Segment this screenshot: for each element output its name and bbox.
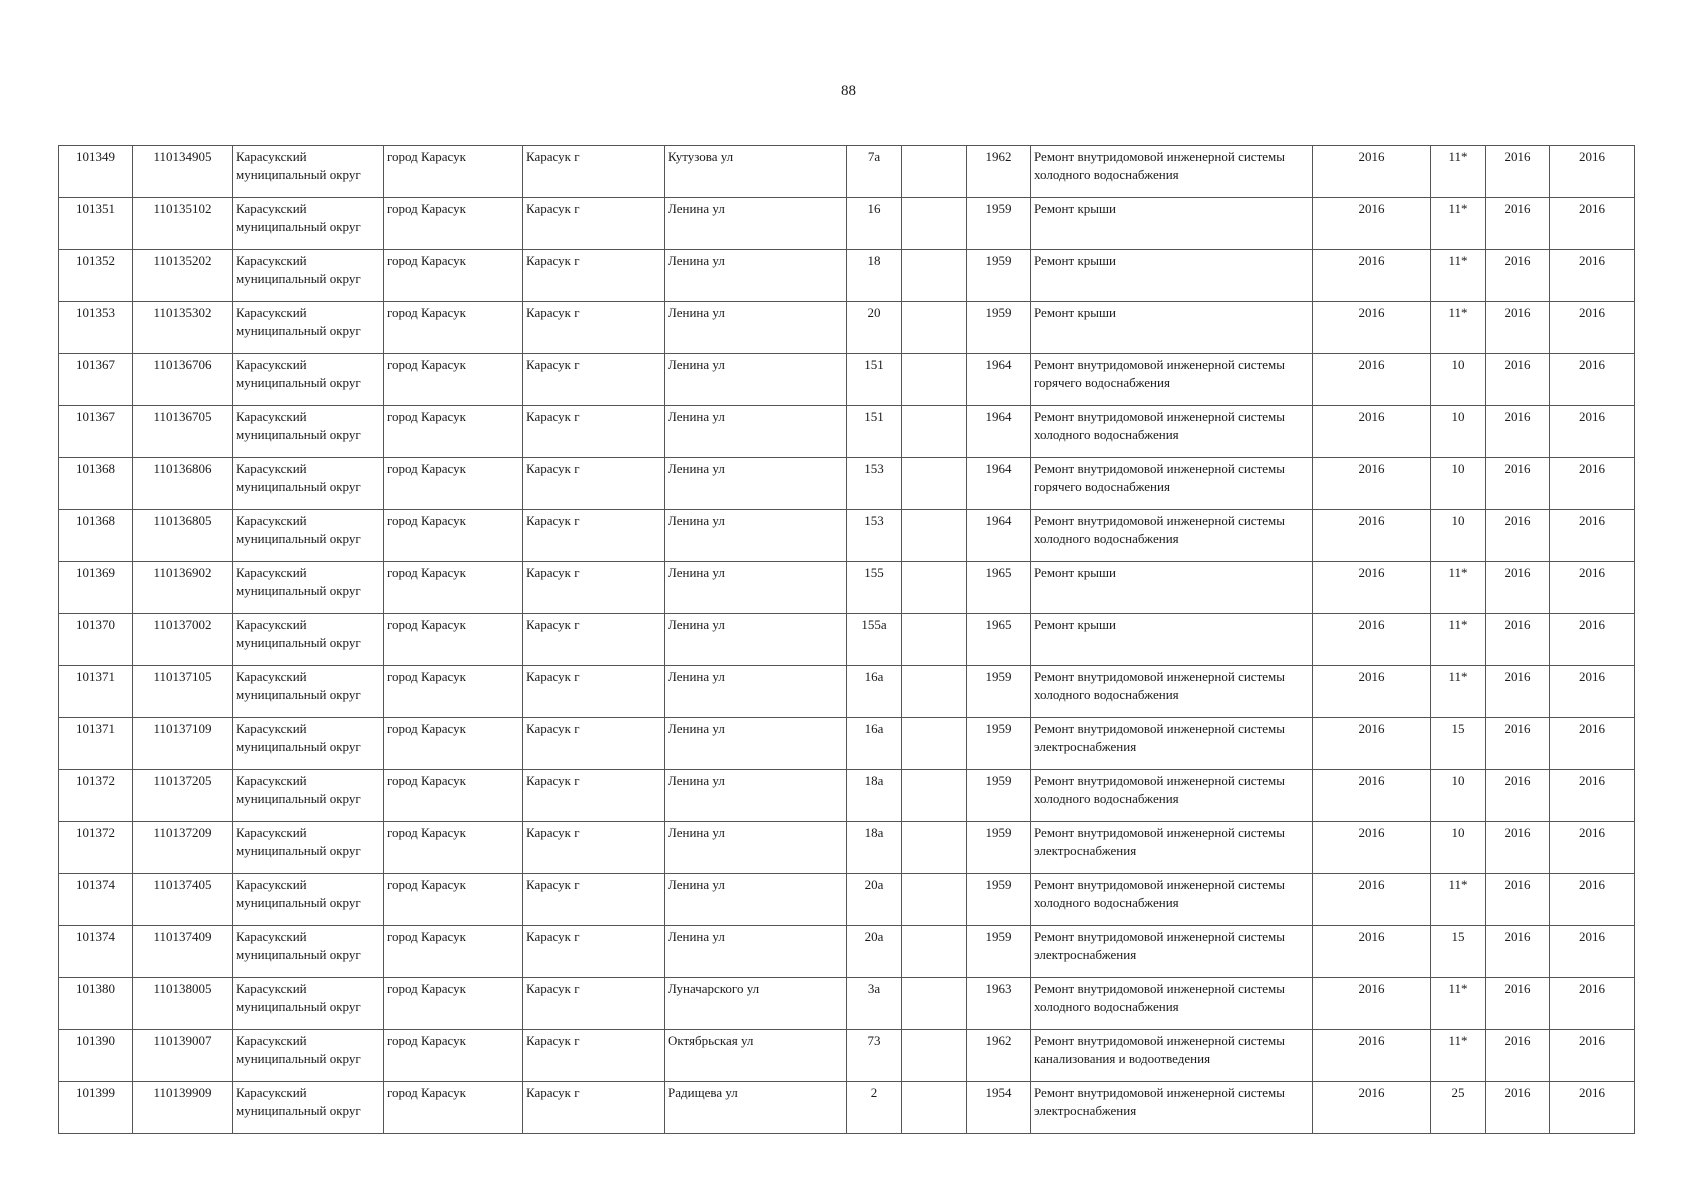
locality-cell: Карасук г (523, 1030, 665, 1082)
locality-cell: Карасук г (523, 822, 665, 874)
house-number-cell: 16 (847, 198, 902, 250)
locality-cell: Карасук г (523, 614, 665, 666)
table-row (59, 718, 1635, 770)
settlement-cell: город Карасук (384, 510, 523, 562)
record-id-cell: 101399 (59, 1082, 133, 1134)
end-year-cell: 2016 (1550, 770, 1635, 822)
municipality-cell: Карасукский муниципальный округ (233, 978, 384, 1030)
building-cell (902, 562, 967, 614)
street-cell: Ленина ул (665, 718, 847, 770)
end-year-cell: 2016 (1550, 874, 1635, 926)
start-year-cell: 2016 (1486, 822, 1550, 874)
address-code-cell: 110137002 (133, 614, 233, 666)
end-year-cell: 2016 (1550, 562, 1635, 614)
start-year-cell: 2016 (1486, 406, 1550, 458)
table-row (59, 614, 1635, 666)
table-row (59, 926, 1635, 978)
building-cell (902, 1082, 967, 1134)
plan-year-cell: 2016 (1313, 926, 1431, 978)
end-year-cell: 2016 (1550, 1030, 1635, 1082)
start-year-cell: 2016 (1486, 926, 1550, 978)
municipality-cell: Карасукский муниципальный округ (233, 822, 384, 874)
work-type-cell: Ремонт внутридомовой инженерной системы горячего водоснабжения (1031, 354, 1313, 406)
address-code-cell: 110137409 (133, 926, 233, 978)
locality-cell: Карасук г (523, 926, 665, 978)
build-year-cell: 1965 (967, 614, 1031, 666)
start-year-cell: 2016 (1486, 614, 1550, 666)
work-type-cell: Ремонт крыши (1031, 614, 1313, 666)
house-number-cell: 20а (847, 926, 902, 978)
end-year-cell: 2016 (1550, 718, 1635, 770)
build-year-cell: 1959 (967, 302, 1031, 354)
build-year-cell: 1959 (967, 822, 1031, 874)
work-code-cell: 11* (1431, 146, 1486, 198)
plan-year-cell: 2016 (1313, 510, 1431, 562)
work-code-cell: 11* (1431, 302, 1486, 354)
build-year-cell: 1964 (967, 354, 1031, 406)
work-code-cell: 10 (1431, 510, 1486, 562)
record-id-cell: 101372 (59, 822, 133, 874)
table-row (59, 1082, 1635, 1134)
street-cell: Ленина ул (665, 822, 847, 874)
plan-year-cell: 2016 (1313, 146, 1431, 198)
address-code-cell: 110135302 (133, 302, 233, 354)
plan-year-cell: 2016 (1313, 718, 1431, 770)
house-number-cell: 7а (847, 146, 902, 198)
repair-register-table (58, 145, 1635, 1134)
address-code-cell: 110134905 (133, 146, 233, 198)
street-cell: Ленина ул (665, 250, 847, 302)
end-year-cell: 2016 (1550, 978, 1635, 1030)
municipality-cell: Карасукский муниципальный округ (233, 458, 384, 510)
locality-cell: Карасук г (523, 406, 665, 458)
plan-year-cell: 2016 (1313, 1082, 1431, 1134)
settlement-cell: город Карасук (384, 458, 523, 510)
work-code-cell: 11* (1431, 874, 1486, 926)
end-year-cell: 2016 (1550, 666, 1635, 718)
start-year-cell: 2016 (1486, 874, 1550, 926)
settlement-cell: город Карасук (384, 718, 523, 770)
record-id-cell: 101367 (59, 406, 133, 458)
build-year-cell: 1954 (967, 1082, 1031, 1134)
street-cell: Ленина ул (665, 302, 847, 354)
settlement-cell: город Карасук (384, 406, 523, 458)
record-id-cell: 101372 (59, 770, 133, 822)
building-cell (902, 874, 967, 926)
municipality-cell: Карасукский муниципальный округ (233, 1082, 384, 1134)
plan-year-cell: 2016 (1313, 198, 1431, 250)
locality-cell: Карасук г (523, 978, 665, 1030)
municipality-cell: Карасукский муниципальный округ (233, 250, 384, 302)
end-year-cell: 2016 (1550, 926, 1635, 978)
address-code-cell: 110139909 (133, 1082, 233, 1134)
house-number-cell: 153 (847, 510, 902, 562)
address-code-cell: 110137205 (133, 770, 233, 822)
street-cell: Ленина ул (665, 926, 847, 978)
municipality-cell: Карасукский муниципальный округ (233, 406, 384, 458)
plan-year-cell: 2016 (1313, 406, 1431, 458)
build-year-cell: 1959 (967, 926, 1031, 978)
plan-year-cell: 2016 (1313, 614, 1431, 666)
end-year-cell: 2016 (1550, 458, 1635, 510)
end-year-cell: 2016 (1550, 614, 1635, 666)
settlement-cell: город Карасук (384, 614, 523, 666)
street-cell: Ленина ул (665, 406, 847, 458)
settlement-cell: город Карасук (384, 250, 523, 302)
settlement-cell: город Карасук (384, 562, 523, 614)
record-id-cell: 101369 (59, 562, 133, 614)
work-code-cell: 10 (1431, 354, 1486, 406)
house-number-cell: 18а (847, 822, 902, 874)
settlement-cell: город Карасук (384, 978, 523, 1030)
building-cell (902, 718, 967, 770)
locality-cell: Карасук г (523, 562, 665, 614)
record-id-cell: 101374 (59, 874, 133, 926)
street-cell: Ленина ул (665, 198, 847, 250)
work-type-cell: Ремонт внутридомовой инженерной системы электроснабжения (1031, 822, 1313, 874)
work-type-cell: Ремонт крыши (1031, 250, 1313, 302)
build-year-cell: 1962 (967, 146, 1031, 198)
municipality-cell: Карасукский муниципальный округ (233, 510, 384, 562)
street-cell: Ленина ул (665, 614, 847, 666)
building-cell (902, 822, 967, 874)
build-year-cell: 1963 (967, 978, 1031, 1030)
house-number-cell: 16а (847, 718, 902, 770)
settlement-cell: город Карасук (384, 354, 523, 406)
build-year-cell: 1964 (967, 510, 1031, 562)
building-cell (902, 666, 967, 718)
end-year-cell: 2016 (1550, 198, 1635, 250)
address-code-cell: 110137209 (133, 822, 233, 874)
end-year-cell: 2016 (1550, 510, 1635, 562)
address-code-cell: 110137105 (133, 666, 233, 718)
table-row (59, 978, 1635, 1030)
table-row (59, 562, 1635, 614)
house-number-cell: 151 (847, 354, 902, 406)
house-number-cell: 20 (847, 302, 902, 354)
end-year-cell: 2016 (1550, 250, 1635, 302)
work-type-cell: Ремонт внутридомовой инженерной системы электроснабжения (1031, 1082, 1313, 1134)
street-cell: Октябрьская ул (665, 1030, 847, 1082)
municipality-cell: Карасукский муниципальный округ (233, 562, 384, 614)
building-cell (902, 198, 967, 250)
house-number-cell: 73 (847, 1030, 902, 1082)
build-year-cell: 1964 (967, 458, 1031, 510)
work-code-cell: 11* (1431, 562, 1486, 614)
work-type-cell: Ремонт внутридомовой инженерной системы холодного водоснабжения (1031, 406, 1313, 458)
work-type-cell: Ремонт внутридомовой инженерной системы горячего водоснабжения (1031, 458, 1313, 510)
work-type-cell: Ремонт внутридомовой инженерной системы холодного водоснабжения (1031, 770, 1313, 822)
address-code-cell: 110139007 (133, 1030, 233, 1082)
municipality-cell: Карасукский муниципальный округ (233, 146, 384, 198)
building-cell (902, 354, 967, 406)
end-year-cell: 2016 (1550, 146, 1635, 198)
work-code-cell: 11* (1431, 250, 1486, 302)
end-year-cell: 2016 (1550, 302, 1635, 354)
settlement-cell: город Карасук (384, 198, 523, 250)
house-number-cell: 151 (847, 406, 902, 458)
record-id-cell: 101371 (59, 718, 133, 770)
locality-cell: Карасук г (523, 510, 665, 562)
locality-cell: Карасук г (523, 666, 665, 718)
start-year-cell: 2016 (1486, 718, 1550, 770)
end-year-cell: 2016 (1550, 1082, 1635, 1134)
table-row (59, 1030, 1635, 1082)
locality-cell: Карасук г (523, 770, 665, 822)
street-cell: Кутузова ул (665, 146, 847, 198)
record-id-cell: 101374 (59, 926, 133, 978)
building-cell (902, 458, 967, 510)
house-number-cell: 18 (847, 250, 902, 302)
address-code-cell: 110136705 (133, 406, 233, 458)
table-row (59, 874, 1635, 926)
record-id-cell: 101353 (59, 302, 133, 354)
work-code-cell: 10 (1431, 770, 1486, 822)
plan-year-cell: 2016 (1313, 302, 1431, 354)
work-code-cell: 11* (1431, 666, 1486, 718)
work-type-cell: Ремонт внутридомовой инженерной системы электроснабжения (1031, 926, 1313, 978)
build-year-cell: 1959 (967, 770, 1031, 822)
work-type-cell: Ремонт внутридомовой инженерной системы канализования и водоотведения (1031, 1030, 1313, 1082)
plan-year-cell: 2016 (1313, 250, 1431, 302)
settlement-cell: город Карасук (384, 822, 523, 874)
record-id-cell: 101380 (59, 978, 133, 1030)
building-cell (902, 614, 967, 666)
municipality-cell: Карасукский муниципальный округ (233, 302, 384, 354)
page-number: 88 (841, 83, 856, 99)
record-id-cell: 101390 (59, 1030, 133, 1082)
municipality-cell: Карасукский муниципальный округ (233, 718, 384, 770)
work-code-cell: 11* (1431, 614, 1486, 666)
start-year-cell: 2016 (1486, 458, 1550, 510)
start-year-cell: 2016 (1486, 302, 1550, 354)
work-type-cell: Ремонт внутридомовой инженерной системы холодного водоснабжения (1031, 874, 1313, 926)
work-type-cell: Ремонт крыши (1031, 198, 1313, 250)
build-year-cell: 1959 (967, 718, 1031, 770)
address-code-cell: 110136706 (133, 354, 233, 406)
locality-cell: Карасук г (523, 198, 665, 250)
house-number-cell: 155а (847, 614, 902, 666)
building-cell (902, 770, 967, 822)
build-year-cell: 1964 (967, 406, 1031, 458)
build-year-cell: 1965 (967, 562, 1031, 614)
municipality-cell: Карасукский муниципальный округ (233, 614, 384, 666)
locality-cell: Карасук г (523, 1082, 665, 1134)
plan-year-cell: 2016 (1313, 822, 1431, 874)
building-cell (902, 1030, 967, 1082)
settlement-cell: город Карасук (384, 146, 523, 198)
locality-cell: Карасук г (523, 250, 665, 302)
end-year-cell: 2016 (1550, 822, 1635, 874)
work-code-cell: 11* (1431, 1030, 1486, 1082)
start-year-cell: 2016 (1486, 1030, 1550, 1082)
work-code-cell: 11* (1431, 978, 1486, 1030)
work-type-cell: Ремонт крыши (1031, 562, 1313, 614)
start-year-cell: 2016 (1486, 354, 1550, 406)
locality-cell: Карасук г (523, 146, 665, 198)
settlement-cell: город Карасук (384, 926, 523, 978)
settlement-cell: город Карасук (384, 302, 523, 354)
work-code-cell: 11* (1431, 198, 1486, 250)
settlement-cell: город Карасук (384, 666, 523, 718)
municipality-cell: Карасукский муниципальный округ (233, 666, 384, 718)
street-cell: Ленина ул (665, 666, 847, 718)
locality-cell: Карасук г (523, 354, 665, 406)
work-type-cell: Ремонт крыши (1031, 302, 1313, 354)
work-type-cell: Ремонт внутридомовой инженерной системы холодного водоснабжения (1031, 510, 1313, 562)
plan-year-cell: 2016 (1313, 1030, 1431, 1082)
table-row (59, 458, 1635, 510)
locality-cell: Карасук г (523, 302, 665, 354)
address-code-cell: 110137109 (133, 718, 233, 770)
start-year-cell: 2016 (1486, 1082, 1550, 1134)
municipality-cell: Карасукский муниципальный округ (233, 354, 384, 406)
address-code-cell: 110137405 (133, 874, 233, 926)
plan-year-cell: 2016 (1313, 874, 1431, 926)
work-type-cell: Ремонт внутридомовой инженерной системы холодного водоснабжения (1031, 146, 1313, 198)
build-year-cell: 1959 (967, 198, 1031, 250)
work-code-cell: 25 (1431, 1082, 1486, 1134)
street-cell: Ленина ул (665, 458, 847, 510)
settlement-cell: город Карасук (384, 1082, 523, 1134)
table-row (59, 198, 1635, 250)
table-row (59, 250, 1635, 302)
work-type-cell: Ремонт внутридомовой инженерной системы холодного водоснабжения (1031, 666, 1313, 718)
build-year-cell: 1959 (967, 666, 1031, 718)
plan-year-cell: 2016 (1313, 978, 1431, 1030)
record-id-cell: 101349 (59, 146, 133, 198)
table-body (59, 146, 1635, 1134)
building-cell (902, 510, 967, 562)
building-cell (902, 406, 967, 458)
build-year-cell: 1959 (967, 874, 1031, 926)
municipality-cell: Карасукский муниципальный округ (233, 770, 384, 822)
plan-year-cell: 2016 (1313, 562, 1431, 614)
record-id-cell: 101351 (59, 198, 133, 250)
street-cell: Ленина ул (665, 354, 847, 406)
work-code-cell: 10 (1431, 458, 1486, 510)
building-cell (902, 146, 967, 198)
municipality-cell: Карасукский муниципальный округ (233, 874, 384, 926)
municipality-cell: Карасукский муниципальный округ (233, 1030, 384, 1082)
start-year-cell: 2016 (1486, 978, 1550, 1030)
table-row (59, 822, 1635, 874)
start-year-cell: 2016 (1486, 146, 1550, 198)
locality-cell: Карасук г (523, 718, 665, 770)
house-number-cell: 3а (847, 978, 902, 1030)
house-number-cell: 16а (847, 666, 902, 718)
locality-cell: Карасук г (523, 458, 665, 510)
plan-year-cell: 2016 (1313, 458, 1431, 510)
settlement-cell: город Карасук (384, 874, 523, 926)
table-row (59, 666, 1635, 718)
end-year-cell: 2016 (1550, 406, 1635, 458)
table-row (59, 146, 1635, 198)
start-year-cell: 2016 (1486, 510, 1550, 562)
plan-year-cell: 2016 (1313, 354, 1431, 406)
table-row (59, 770, 1635, 822)
work-code-cell: 15 (1431, 718, 1486, 770)
record-id-cell: 101368 (59, 458, 133, 510)
start-year-cell: 2016 (1486, 770, 1550, 822)
end-year-cell: 2016 (1550, 354, 1635, 406)
start-year-cell: 2016 (1486, 250, 1550, 302)
work-code-cell: 10 (1431, 406, 1486, 458)
settlement-cell: город Карасук (384, 1030, 523, 1082)
work-type-cell: Ремонт внутридомовой инженерной системы электроснабжения (1031, 718, 1313, 770)
table-row (59, 354, 1635, 406)
build-year-cell: 1959 (967, 250, 1031, 302)
building-cell (902, 978, 967, 1030)
record-id-cell: 101371 (59, 666, 133, 718)
table-row (59, 406, 1635, 458)
address-code-cell: 110136805 (133, 510, 233, 562)
building-cell (902, 250, 967, 302)
house-number-cell: 155 (847, 562, 902, 614)
street-cell: Ленина ул (665, 770, 847, 822)
street-cell: Ленина ул (665, 874, 847, 926)
plan-year-cell: 2016 (1313, 666, 1431, 718)
table-row (59, 302, 1635, 354)
record-id-cell: 101352 (59, 250, 133, 302)
address-code-cell: 110136902 (133, 562, 233, 614)
house-number-cell: 2 (847, 1082, 902, 1134)
municipality-cell: Карасукский муниципальный округ (233, 926, 384, 978)
record-id-cell: 101370 (59, 614, 133, 666)
plan-year-cell: 2016 (1313, 770, 1431, 822)
building-cell (902, 926, 967, 978)
municipality-cell: Карасукский муниципальный округ (233, 198, 384, 250)
work-type-cell: Ремонт внутридомовой инженерной системы холодного водоснабжения (1031, 978, 1313, 1030)
locality-cell: Карасук г (523, 874, 665, 926)
start-year-cell: 2016 (1486, 198, 1550, 250)
building-cell (902, 302, 967, 354)
table-row (59, 510, 1635, 562)
address-code-cell: 110138005 (133, 978, 233, 1030)
work-code-cell: 15 (1431, 926, 1486, 978)
build-year-cell: 1962 (967, 1030, 1031, 1082)
house-number-cell: 20а (847, 874, 902, 926)
start-year-cell: 2016 (1486, 666, 1550, 718)
record-id-cell: 101368 (59, 510, 133, 562)
start-year-cell: 2016 (1486, 562, 1550, 614)
work-code-cell: 10 (1431, 822, 1486, 874)
street-cell: Ленина ул (665, 510, 847, 562)
house-number-cell: 18а (847, 770, 902, 822)
street-cell: Луначарского ул (665, 978, 847, 1030)
address-code-cell: 110135202 (133, 250, 233, 302)
address-code-cell: 110136806 (133, 458, 233, 510)
address-code-cell: 110135102 (133, 198, 233, 250)
street-cell: Радищева ул (665, 1082, 847, 1134)
house-number-cell: 153 (847, 458, 902, 510)
settlement-cell: город Карасук (384, 770, 523, 822)
record-id-cell: 101367 (59, 354, 133, 406)
street-cell: Ленина ул (665, 562, 847, 614)
